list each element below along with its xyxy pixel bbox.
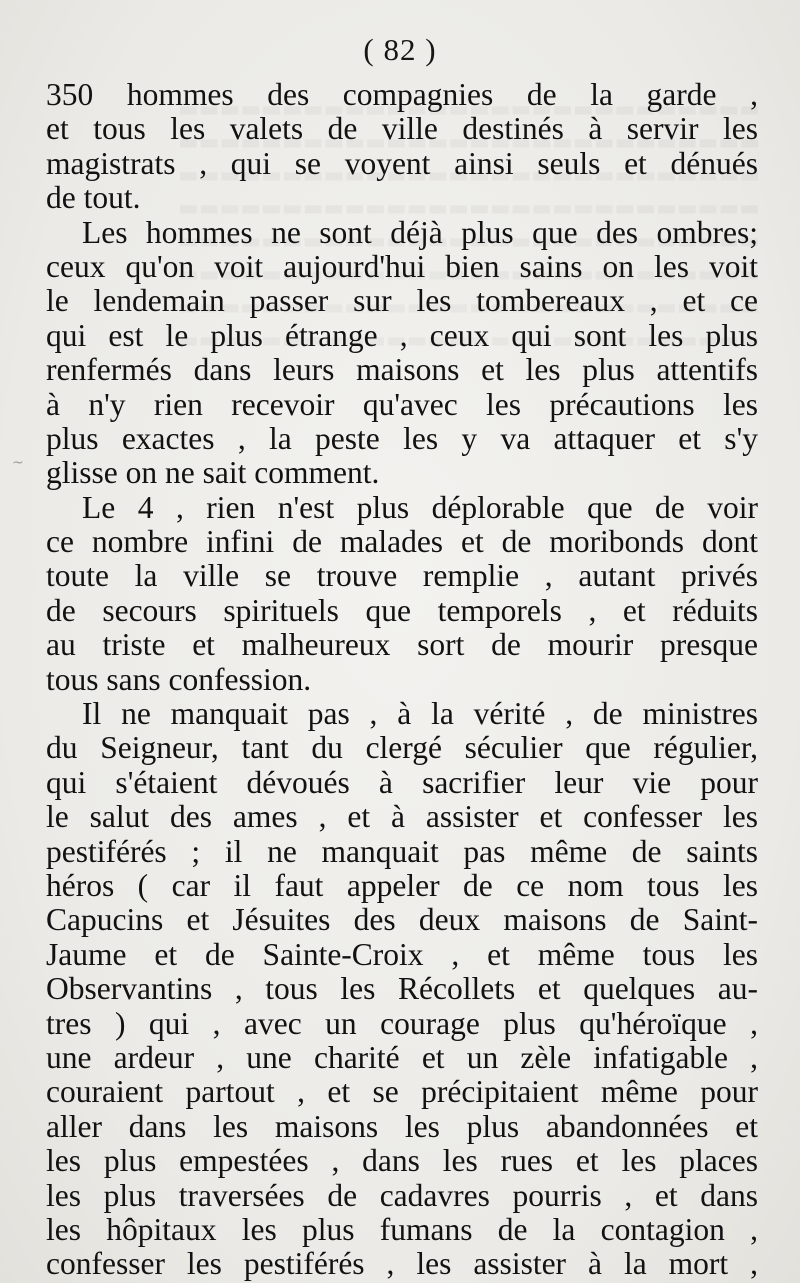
text-line: plus exactes , la peste les y va attaquer et s'y (46, 420, 758, 456)
text-line: qui est le plus étrange , ceux qui sont les plus (46, 317, 758, 353)
paragraph-1 (46, 78, 758, 216)
text-line: Observantins , tous les Récollets et quelques au- (46, 971, 758, 1007)
text-line: les plus traversées de cadavres pourris , et dans (46, 1177, 758, 1213)
text-line: glisse on ne sait comment. (46, 455, 380, 491)
text-line: ceux qu'on voit aujourd'hui bien sains on les voit (46, 248, 758, 284)
text-line: le lendemain passer sur les tombereaux , et ce (46, 283, 758, 319)
page-number: ( 82 ) (363, 32, 437, 67)
text-line: Le 4 , rien n'est plus déplorable que de voir (82, 489, 758, 525)
text-line: et tous les valets de ville destinés à servir les (46, 111, 758, 147)
body-text (46, 78, 758, 1282)
text-line: qui s'étaient dévoués à sacrifier leur vie pour (46, 764, 758, 800)
text-line: tous sans confession. (46, 661, 312, 697)
paragraph-2 (46, 216, 758, 491)
paragraph-4 (46, 697, 758, 1282)
text-line: au triste et malheureux sort de mourir presque (46, 627, 758, 663)
text-line: tres ) qui , avec un courage plus qu'héroïque , (46, 1005, 758, 1041)
paragraph-3 (46, 491, 758, 697)
text-line: 350 hommes des compagnies de la garde , (46, 77, 758, 112)
margin-mark: ~ (12, 455, 24, 471)
text-line: renfermés dans leurs maisons et les plus attentifs (46, 352, 758, 388)
text-line: Jaume et de Sainte-Croix , et même tous les (46, 936, 758, 972)
text-line: Il ne manquait pas , à la vérité , de ministres (82, 696, 758, 732)
text-line: toute la ville se trouve remplie , autant privés (46, 558, 758, 594)
text-line: ce nombre infini de malades et de moribonds dont (46, 524, 758, 560)
text-line: de secours spirituels que temporels , et réduits (46, 592, 758, 628)
text-line: couraient partout , et se précipitaient même pour (46, 1074, 758, 1110)
text-line: de tout. (46, 180, 141, 216)
text-line: à n'y rien recevoir qu'avec les précautions les (46, 386, 758, 422)
text-line: pestiférés ; il ne manquait pas même de saints (46, 833, 758, 869)
text-line: Capucins et Jésuites des deux maisons de Saint- (46, 902, 758, 938)
text-line: du Seigneur, tant du clergé séculier que régulier, (46, 730, 758, 766)
text-line: les plus empestées , dans les rues et les places (46, 1143, 758, 1179)
text-line: Les hommes ne sont déjà plus que des ombres; (82, 214, 758, 250)
text-line: le salut des ames , et à assister et confesser les (46, 799, 758, 835)
text-line: héros ( car il faut appeler de ce nom tous les (46, 867, 758, 903)
text-line: magistrats , qui se voyent ainsi seuls et dénués (46, 145, 758, 181)
text-line: confesser les pestiférés , les assister à la mort , (46, 1246, 758, 1282)
text-line: une ardeur , une charité et un zèle infatigable , (46, 1039, 758, 1075)
text-line: les hôpitaux les plus fumans de la contagion , (46, 1211, 758, 1247)
text-line: aller dans les maisons les plus abandonnées et (46, 1108, 758, 1144)
